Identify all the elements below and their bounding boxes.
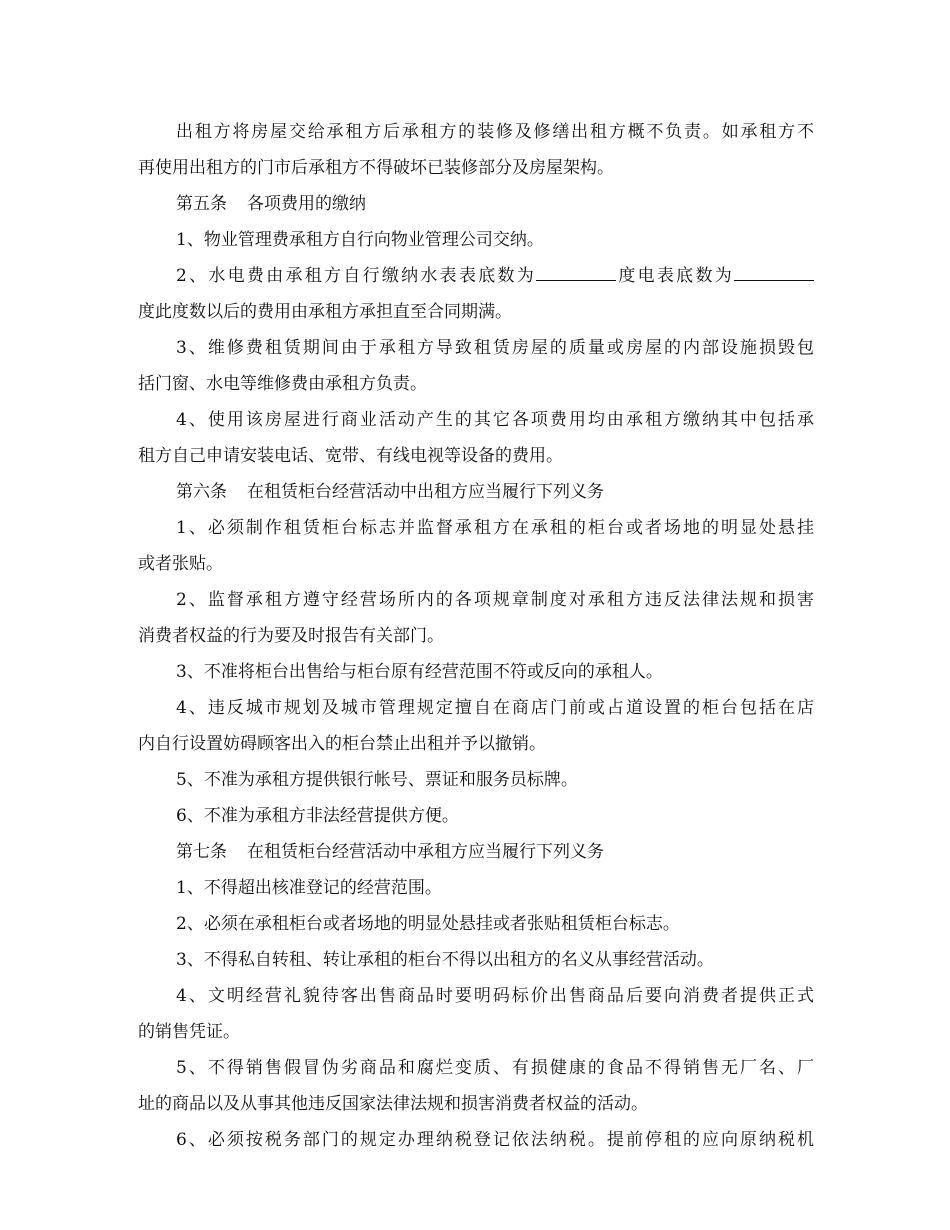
clause-text: 2、水电费由承租方自行缴纳水表表底数为 [176,266,537,286]
clause-line: 5、不得销售假冒伪劣商品和腐烂变质、有损健康的食品不得销售无厂名、厂 [176,1058,814,1078]
clause-line: 4、违反城市规划及城市管理规定擅自在商店门前或占道设置的柜台包括在店 [176,698,814,718]
clause-line: 1、不得超出核准登记的经营范围。 [176,878,442,898]
clause-line: 2、必须在承租柜台或者场地的明显处悬挂或者张贴租赁柜台标志。 [176,914,680,934]
clause-line: 址的商品以及从事其他违反国家法律法规和损害消费者权益的活动。 [138,1094,648,1114]
article-heading [138,474,814,510]
paragraph-line: 再使用出租方的门市后承租方不得破坏已装修部分及房屋架构。 [138,158,614,178]
article-title: 各项费用的缴纳 [247,194,366,214]
document-page [138,114,814,1158]
clause-line: 4、文明经营礼貌待客出售商品时要明码标价出售商品后要向消费者提供正式 [176,986,814,1006]
clause-line: 1、必须制作租赁柜台标志并监督承租方在承租的柜台或者场地的明显处悬挂 [176,518,814,538]
clause-line: 消费者权益的行为要及时报告有关部门。 [138,626,444,646]
clause-line-with-blanks [138,258,814,294]
clause-line: 1、物业管理费承租方自行向物业管理公司交纳。 [176,230,544,250]
clause-line: 的销售凭证。 [138,1022,240,1042]
article-number: 第六条 [176,482,227,502]
clause-line: 3、不得私自转租、转让承租的柜台不得以出租方的名义从事经营活动。 [176,950,714,970]
paragraph-line: 出租方将房屋交给承租方后承租方的装修及修缮出租方概不负责。如承租方不 [176,122,814,142]
article-title: 在租赁柜台经营活动中承租方应当履行下列义务 [247,842,604,862]
fill-in-blank-electricity[interactable] [734,267,814,281]
clause-text: 度电表底数为 [616,266,734,286]
clause-line: 6、不准为承租方非法经营提供方便。 [176,806,459,826]
clause-line: 6、必须按税务部门的规定办理纳税登记依法纳税。提前停租的应向原纳税机 [176,1130,814,1150]
clause-line: 内自行设置妨碍顾客出入的柜台禁止出租并予以撤销。 [138,734,546,754]
clause-line: 或者张贴。 [138,554,223,574]
clause-line: 括门窗、水电等维修费由承租方负责。 [138,374,427,394]
article-number: 第七条 [176,842,227,862]
article-number: 第五条 [176,194,227,214]
clause-line: 3、维修费租赁期间由于承租方导致租赁房屋的质量或房屋的内部设施损毁包 [176,338,814,358]
article-title: 在租赁柜台经营活动中出租方应当履行下列义务 [247,482,604,502]
clause-line: 4、使用该房屋进行商业活动产生的其它各项费用均由承租方缴纳其中包括承 [176,410,814,430]
clause-line: 度此度数以后的费用由承租方承担直至合同期满。 [138,302,512,322]
clause-line: 租方自己申请安装电话、宽带、有线电视等设备的费用。 [138,446,563,466]
clause-line: 5、不准为承租方提供银行帐号、票证和服务员标牌。 [176,770,578,790]
article-heading [138,186,814,222]
clause-line: 3、不准将柜台出售给与柜台原有经营范围不符或反向的承租人。 [176,662,663,682]
clause-line: 2、监督承租方遵守经营场所内的各项规章制度对承租方违反法律法规和损害 [176,590,814,610]
article-heading [138,834,814,870]
fill-in-blank-water[interactable] [536,267,616,281]
